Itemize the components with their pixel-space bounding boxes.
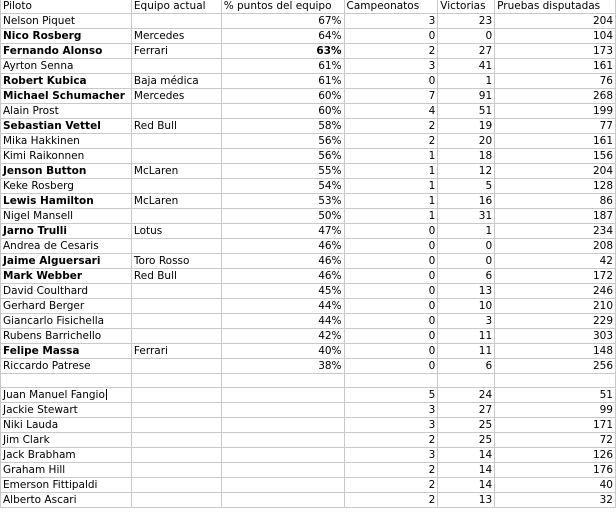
cell-victorias[interactable]: 1 xyxy=(438,224,495,239)
cell-campeonatos[interactable]: 0 xyxy=(344,74,438,89)
header-campeonatos[interactable]: Campeonatos xyxy=(344,0,438,14)
table-row xyxy=(1,74,616,89)
cell-pct[interactable] xyxy=(221,388,344,403)
cell-campeonatos[interactable]: 5 xyxy=(344,388,438,403)
table-row xyxy=(1,239,616,254)
cell-piloto[interactable]: Kimi Raikonnen xyxy=(1,149,132,164)
table-row xyxy=(1,314,616,329)
cell-pct[interactable]: 56% xyxy=(221,149,344,164)
cell-campeonatos[interactable]: 1 xyxy=(344,194,438,209)
cell-pct[interactable]: 61% xyxy=(221,74,344,89)
cell-equipo[interactable] xyxy=(131,359,221,374)
table-row xyxy=(1,104,616,119)
cell-equipo[interactable]: Ferrari xyxy=(131,344,221,359)
cell-pruebas[interactable]: 126 xyxy=(495,448,616,463)
cell-campeonatos[interactable]: 1 xyxy=(344,209,438,224)
cell-equipo[interactable]: Baja médica xyxy=(131,74,221,89)
cell-campeonatos[interactable]: 0 xyxy=(344,329,438,344)
cell-pct[interactable] xyxy=(221,433,344,448)
cell-equipo[interactable] xyxy=(131,104,221,119)
cell-pruebas[interactable]: 86 xyxy=(495,194,616,209)
cell-piloto[interactable]: Ayrton Senna xyxy=(1,59,132,74)
cell-piloto[interactable]: Jim Clark xyxy=(1,433,132,448)
cell-pruebas[interactable]: 51 xyxy=(495,388,616,403)
cell-victorias[interactable]: 18 xyxy=(438,149,495,164)
cell-campeonatos[interactable]: 1 xyxy=(344,164,438,179)
table-row xyxy=(1,89,616,104)
cell-piloto[interactable]: Riccardo Patrese xyxy=(1,359,132,374)
cell-pruebas[interactable]: 161 xyxy=(495,59,616,74)
cell-pruebas[interactable]: 77 xyxy=(495,119,616,134)
cell-campeonatos[interactable]: 0 xyxy=(344,314,438,329)
cell-campeonatos[interactable]: 7 xyxy=(344,89,438,104)
cell-pruebas[interactable]: 303 xyxy=(495,329,616,344)
cell-victorias[interactable]: 51 xyxy=(438,104,495,119)
cell-piloto[interactable]: Jarno Trulli xyxy=(1,224,132,239)
cell-pct[interactable]: 42% xyxy=(221,329,344,344)
cell-victorias[interactable]: 14 xyxy=(438,448,495,463)
table-row xyxy=(1,344,616,359)
cell-victorias[interactable]: 91 xyxy=(438,89,495,104)
table-row xyxy=(1,388,616,403)
cell-pruebas[interactable]: 172 xyxy=(495,269,616,284)
table-row xyxy=(1,374,616,388)
cell-pruebas[interactable]: 246 xyxy=(495,284,616,299)
cell-piloto[interactable]: Niki Lauda xyxy=(1,418,132,433)
cell-campeonatos[interactable]: 2 xyxy=(344,44,438,59)
header-pruebas[interactable]: Pruebas disputadas xyxy=(495,0,616,14)
cell-victorias[interactable]: 12 xyxy=(438,164,495,179)
table-row xyxy=(1,119,616,134)
cell-campeonatos[interactable] xyxy=(344,374,438,388)
cell-pruebas[interactable]: 204 xyxy=(495,164,616,179)
cell-pruebas[interactable]: 42 xyxy=(495,254,616,269)
cell-campeonatos[interactable]: 2 xyxy=(344,493,438,508)
cell-campeonatos[interactable]: 2 xyxy=(344,119,438,134)
cell-victorias[interactable]: 23 xyxy=(438,14,495,29)
cell-victorias[interactable]: 25 xyxy=(438,418,495,433)
cell-pruebas[interactable] xyxy=(495,374,616,388)
cell-pct[interactable]: 47% xyxy=(221,224,344,239)
cell-pct[interactable]: 63% xyxy=(221,44,344,59)
table-row xyxy=(1,44,616,59)
cell-piloto[interactable]: Jackie Stewart xyxy=(1,403,132,418)
header-piloto[interactable]: Piloto xyxy=(1,0,132,14)
cell-piloto[interactable]: Jenson Button xyxy=(1,164,132,179)
cell-piloto[interactable]: Andrea de Cesaris xyxy=(1,239,132,254)
table-row xyxy=(1,463,616,478)
cell-piloto[interactable]: Graham Hill xyxy=(1,463,132,478)
cell-pruebas[interactable]: 268 xyxy=(495,89,616,104)
cell-equipo[interactable] xyxy=(131,448,221,463)
table-row xyxy=(1,29,616,44)
cell-victorias[interactable]: 11 xyxy=(438,329,495,344)
table-row xyxy=(1,493,616,508)
cell-equipo[interactable] xyxy=(131,149,221,164)
cell-pct[interactable]: 67% xyxy=(221,14,344,29)
cell-victorias[interactable] xyxy=(438,374,495,388)
cell-equipo[interactable] xyxy=(131,134,221,149)
cell-piloto[interactable]: Michael Schumacher xyxy=(1,89,132,104)
cell-pruebas[interactable]: 104 xyxy=(495,29,616,44)
cell-pruebas[interactable]: 176 xyxy=(495,463,616,478)
cell-campeonatos[interactable]: 3 xyxy=(344,418,438,433)
cell-campeonatos[interactable]: 2 xyxy=(344,478,438,493)
cell-campeonatos[interactable]: 2 xyxy=(344,463,438,478)
cell-pruebas[interactable]: 199 xyxy=(495,104,616,119)
cell-pruebas[interactable]: 148 xyxy=(495,344,616,359)
cell-equipo[interactable] xyxy=(131,284,221,299)
cell-pct[interactable]: 45% xyxy=(221,284,344,299)
cell-piloto[interactable]: Giancarlo Fisichella xyxy=(1,314,132,329)
cell-piloto[interactable]: Fernando Alonso xyxy=(1,44,132,59)
cell-equipo[interactable]: McLaren xyxy=(131,194,221,209)
cell-piloto[interactable]: Gerhard Berger xyxy=(1,299,132,314)
cell-pruebas[interactable]: 72 xyxy=(495,433,616,448)
table-row xyxy=(1,433,616,448)
cell-equipo[interactable]: Red Bull xyxy=(131,269,221,284)
cell-victorias[interactable]: 14 xyxy=(438,478,495,493)
cell-pruebas[interactable]: 32 xyxy=(495,493,616,508)
cell-pct[interactable] xyxy=(221,493,344,508)
header-equipo[interactable]: Equipo actual xyxy=(131,0,221,14)
cell-victorias[interactable]: 1 xyxy=(438,74,495,89)
cell-victorias[interactable]: 5 xyxy=(438,179,495,194)
cell-piloto[interactable]: Alberto Ascari xyxy=(1,493,132,508)
cell-pct[interactable]: 55% xyxy=(221,164,344,179)
cell-equipo[interactable] xyxy=(131,329,221,344)
cell-campeonatos[interactable]: 0 xyxy=(344,269,438,284)
cell-pct[interactable]: 64% xyxy=(221,29,344,44)
cell-pruebas[interactable]: 229 xyxy=(495,314,616,329)
cell-victorias[interactable]: 14 xyxy=(438,463,495,478)
cell-piloto[interactable]: Emerson Fittipaldi xyxy=(1,478,132,493)
cell-pct[interactable]: 38% xyxy=(221,359,344,374)
cell-victorias[interactable]: 6 xyxy=(438,359,495,374)
cell-pruebas[interactable]: 171 xyxy=(495,418,616,433)
cell-equipo[interactable]: Toro Rosso xyxy=(131,254,221,269)
cell-pruebas[interactable]: 187 xyxy=(495,209,616,224)
cell-pct[interactable]: 60% xyxy=(221,104,344,119)
cell-pct[interactable]: 60% xyxy=(221,89,344,104)
cell-victorias[interactable]: 3 xyxy=(438,314,495,329)
cell-victorias[interactable]: 10 xyxy=(438,299,495,314)
cell-equipo[interactable] xyxy=(131,493,221,508)
header-pct[interactable]: % puntos del equipo xyxy=(221,0,344,14)
cell-pct[interactable] xyxy=(221,403,344,418)
table-row xyxy=(1,59,616,74)
cell-campeonatos[interactable]: 2 xyxy=(344,433,438,448)
cell-campeonatos[interactable]: 0 xyxy=(344,299,438,314)
cell-pct[interactable]: 61% xyxy=(221,59,344,74)
cell-pruebas[interactable]: 76 xyxy=(495,74,616,89)
cell-equipo[interactable] xyxy=(131,418,221,433)
cell-equipo[interactable] xyxy=(131,239,221,254)
cell-piloto[interactable]: Felipe Massa xyxy=(1,344,132,359)
cell-piloto[interactable]: David Coulthard xyxy=(1,284,132,299)
table-row xyxy=(1,448,616,463)
table-row xyxy=(1,403,616,418)
cell-campeonatos[interactable]: 1 xyxy=(344,179,438,194)
cell-equipo[interactable] xyxy=(131,388,221,403)
cell-equipo[interactable] xyxy=(131,463,221,478)
cell-pct[interactable]: 58% xyxy=(221,119,344,134)
cell-equipo[interactable] xyxy=(131,209,221,224)
cell-equipo[interactable] xyxy=(131,478,221,493)
cell-piloto[interactable]: Nigel Mansell xyxy=(1,209,132,224)
cell-pruebas[interactable]: 161 xyxy=(495,134,616,149)
table-row xyxy=(1,269,616,284)
table-row xyxy=(1,209,616,224)
cell-piloto[interactable]: Jack Brabham xyxy=(1,448,132,463)
cell-piloto[interactable]: Nelson Piquet xyxy=(1,14,132,29)
cell-campeonatos[interactable]: 0 xyxy=(344,254,438,269)
cell-piloto[interactable]: Lewis Hamilton xyxy=(1,194,132,209)
cell-pruebas[interactable]: 208 xyxy=(495,239,616,254)
cell-victorias[interactable]: 0 xyxy=(438,239,495,254)
cell-victorias[interactable]: 13 xyxy=(438,493,495,508)
cell-pct[interactable]: 46% xyxy=(221,269,344,284)
cell-pct[interactable]: 44% xyxy=(221,314,344,329)
cell-pruebas[interactable]: 256 xyxy=(495,359,616,374)
cell-campeonatos[interactable]: 3 xyxy=(344,59,438,74)
cell-victorias[interactable]: 16 xyxy=(438,194,495,209)
cell-pruebas[interactable]: 156 xyxy=(495,149,616,164)
cell-piloto[interactable]: Mika Hakkinen xyxy=(1,134,132,149)
cell-campeonatos[interactable]: 3 xyxy=(344,403,438,418)
cell-piloto[interactable]: Alain Prost xyxy=(1,104,132,119)
table-row xyxy=(1,179,616,194)
cell-campeonatos[interactable]: 4 xyxy=(344,104,438,119)
cell-equipo[interactable] xyxy=(131,433,221,448)
cell-pct[interactable]: 56% xyxy=(221,134,344,149)
table-row xyxy=(1,329,616,344)
cell-pruebas[interactable]: 210 xyxy=(495,299,616,314)
cell-campeonatos[interactable]: 3 xyxy=(344,448,438,463)
table-row xyxy=(1,134,616,149)
table-row xyxy=(1,299,616,314)
cell-equipo[interactable] xyxy=(131,314,221,329)
cell-piloto[interactable] xyxy=(1,388,132,403)
cell-pct[interactable] xyxy=(221,478,344,493)
cell-pct[interactable] xyxy=(221,418,344,433)
cell-pct[interactable] xyxy=(221,448,344,463)
cell-text: Juan Manuel Fangio xyxy=(3,389,105,402)
cell-pct[interactable]: 46% xyxy=(221,239,344,254)
cell-equipo[interactable]: Red Bull xyxy=(131,119,221,134)
cell-victorias[interactable]: 20 xyxy=(438,134,495,149)
cell-victorias[interactable]: 27 xyxy=(438,44,495,59)
cell-equipo[interactable] xyxy=(131,403,221,418)
cell-pct[interactable] xyxy=(221,374,344,388)
cell-piloto[interactable]: Robert Kubica xyxy=(1,74,132,89)
cell-pruebas[interactable]: 128 xyxy=(495,179,616,194)
cell-equipo[interactable]: Lotus xyxy=(131,224,221,239)
cell-victorias[interactable]: 13 xyxy=(438,284,495,299)
table-row xyxy=(1,164,616,179)
cell-piloto[interactable]: Nico Rosberg xyxy=(1,29,132,44)
cell-pruebas[interactable]: 99 xyxy=(495,403,616,418)
cell-pruebas[interactable]: 173 xyxy=(495,44,616,59)
cell-campeonatos[interactable]: 0 xyxy=(344,224,438,239)
cell-piloto[interactable]: Sebastian Vettel xyxy=(1,119,132,134)
cell-piloto[interactable]: Rubens Barrichello xyxy=(1,329,132,344)
cell-victorias[interactable]: 19 xyxy=(438,119,495,134)
table-row xyxy=(1,14,616,29)
table-row xyxy=(1,194,616,209)
cell-victorias[interactable]: 25 xyxy=(438,433,495,448)
table-row xyxy=(1,224,616,239)
text-cursor xyxy=(106,389,107,400)
cell-equipo[interactable] xyxy=(131,14,221,29)
cell-campeonatos[interactable]: 0 xyxy=(344,239,438,254)
cell-campeonatos[interactable]: 3 xyxy=(344,14,438,29)
cell-pct[interactable]: 50% xyxy=(221,209,344,224)
cell-equipo[interactable] xyxy=(131,59,221,74)
cell-pct[interactable]: 53% xyxy=(221,194,344,209)
cell-equipo[interactable]: McLaren xyxy=(131,164,221,179)
cell-victorias[interactable]: 0 xyxy=(438,254,495,269)
cell-campeonatos[interactable]: 0 xyxy=(344,344,438,359)
cell-victorias[interactable]: 41 xyxy=(438,59,495,74)
cell-victorias[interactable]: 24 xyxy=(438,388,495,403)
cell-pruebas[interactable]: 234 xyxy=(495,224,616,239)
cell-equipo[interactable] xyxy=(131,374,221,388)
cell-piloto[interactable]: Mark Webber xyxy=(1,269,132,284)
cell-pct[interactable]: 54% xyxy=(221,179,344,194)
cell-campeonatos[interactable]: 2 xyxy=(344,134,438,149)
cell-pct[interactable]: 46% xyxy=(221,254,344,269)
cell-victorias[interactable]: 0 xyxy=(438,29,495,44)
cell-victorias[interactable]: 11 xyxy=(438,344,495,359)
header-row xyxy=(1,0,616,14)
table-row xyxy=(1,149,616,164)
cell-pruebas[interactable]: 40 xyxy=(495,478,616,493)
cell-campeonatos[interactable]: 0 xyxy=(344,359,438,374)
cell-pct[interactable]: 40% xyxy=(221,344,344,359)
cell-victorias[interactable]: 31 xyxy=(438,209,495,224)
cell-pct[interactable] xyxy=(221,463,344,478)
cell-campeonatos[interactable]: 0 xyxy=(344,284,438,299)
header-victorias[interactable]: Victorias xyxy=(438,0,495,14)
table-row xyxy=(1,418,616,433)
cell-victorias[interactable]: 27 xyxy=(438,403,495,418)
cell-pruebas[interactable]: 204 xyxy=(495,14,616,29)
cell-campeonatos[interactable]: 0 xyxy=(344,29,438,44)
table-row xyxy=(1,254,616,269)
table-row xyxy=(1,359,616,374)
cell-victorias[interactable]: 6 xyxy=(438,269,495,284)
cell-equipo[interactable] xyxy=(131,179,221,194)
cell-piloto[interactable]: Keke Rosberg xyxy=(1,179,132,194)
cell-equipo[interactable] xyxy=(131,299,221,314)
table-row xyxy=(1,284,616,299)
cell-piloto[interactable]: Jaime Alguersari xyxy=(1,254,132,269)
cell-equipo[interactable]: Mercedes xyxy=(131,29,221,44)
cell-campeonatos[interactable]: 1 xyxy=(344,149,438,164)
cell-piloto[interactable] xyxy=(1,374,132,388)
table-row xyxy=(1,478,616,493)
cell-equipo[interactable]: Ferrari xyxy=(131,44,221,59)
cell-equipo[interactable]: Mercedes xyxy=(131,89,221,104)
cell-pct[interactable]: 44% xyxy=(221,299,344,314)
